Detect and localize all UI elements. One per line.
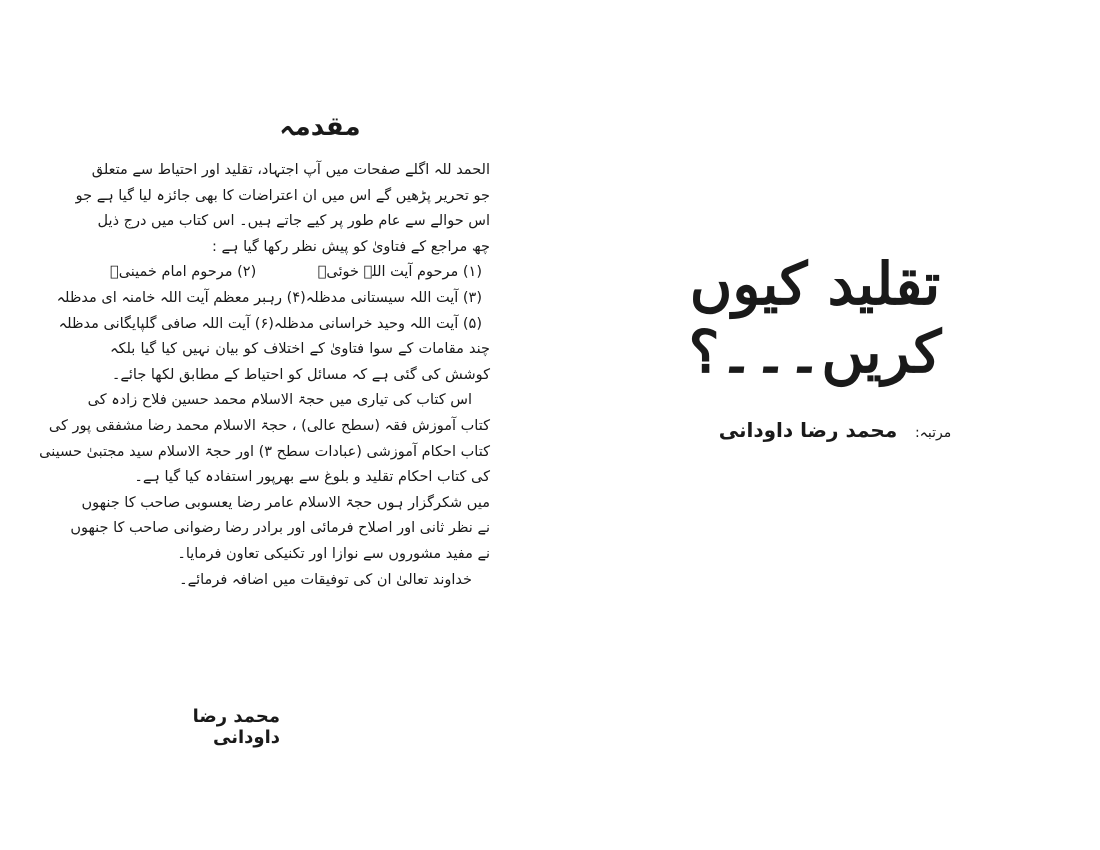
- intro-line: کوشش کی گئی ہے کہ مسائل کو احتیاط کے مطابق لکھا جائے۔: [111, 366, 490, 383]
- intro-line: نے نظر ثانی اور اصلاح فرمائی اور برادر رضا رضوانی صاحب کا جنھوں: [70, 520, 490, 537]
- reference-row: [58, 312, 490, 338]
- intro-heading: مقدمہ: [279, 112, 361, 142]
- reference-item: (۵) آیت اللہ وحید خراسانی مدظلہ: [273, 315, 482, 332]
- compiler-label: مرتبہ:: [914, 425, 952, 441]
- reference-item: (۴) رہبر معظم آیت اللہ خامنہ ای مدظلہ: [56, 289, 306, 306]
- reference-item: (۱) مرحوم آیت اللہ خوئیؒ: [317, 264, 482, 281]
- intro-line: چھ مراجع کے فتاویٰ کو پیش نظر رکھا گیا ہے :: [212, 238, 490, 255]
- intro-line: الحمد للہ اگلے صفحات میں آپ اجتہاد، تقلید اور احتیاط سے متعلق: [91, 162, 490, 178]
- intro-line: جو تحریر پڑھیں گے اس میں ان اعتراضات کا بھی جائزہ لیا گیا ہے جو: [75, 187, 490, 204]
- book-title: تقلید کیوں کریں۔۔۔؟: [688, 250, 942, 386]
- reference-row: [110, 260, 490, 286]
- intro-line: اس حوالے سے عام طور پر کیے جاتے ہیں۔ اس کتاب میں درج ذیل: [97, 213, 490, 230]
- reference-item: (۲) مرحوم امام خمینیؒ: [110, 264, 257, 281]
- reference-item: (۶) آیت اللہ صافی گلپایگانی مدظلہ: [58, 315, 274, 332]
- compiler-name: محمد رضا داودانی: [718, 418, 898, 442]
- intro-line: اس کتاب کی تیاری میں حجۃ الاسلام محمد حسین فلاح زادہ کی: [87, 392, 472, 409]
- intro-body: [39, 158, 490, 593]
- reference-row: [56, 286, 490, 312]
- intro-line: کتاب آموزش فقہ (سطح عالی) ، حجۃ الاسلام محمد رضا مشفقی پور کی: [48, 417, 490, 434]
- compiler-credit: [670, 418, 1000, 442]
- marja-reference-list: [56, 260, 490, 337]
- reference-item: (۳) آیت اللہ سیستانی مدظلہ: [305, 289, 482, 306]
- intro-line: میں شکرگزار ہوں حجۃ الاسلام عامر رضا یعسوبی صاحب کا جنھوں: [81, 494, 490, 511]
- intro-line: خداوند تعالیٰ ان کی توفیقات میں اضافہ فرمائے۔: [179, 571, 472, 588]
- intro-line: کتاب احکام آموزشی (عبادات سطح ۳) اور حجۃ الاسلام سید مجتبیٰ حسینی: [39, 443, 490, 460]
- title-page: [550, 0, 1100, 850]
- intro-line: کی کتاب احکام تقلید و بلوغ سے بھرپور استفادہ کیا گیا ہے۔: [134, 469, 490, 486]
- author-signature: محمد رضا داودانی: [192, 706, 280, 748]
- intro-line: چند مقامات کے سوا فتاویٰ کے اختلاف کو بیان نہیں کیا گیا بلکہ: [110, 341, 490, 358]
- intro-line: نے مفید مشوروں سے نوازا اور تکنیکی تعاون فرمایا۔: [177, 545, 490, 562]
